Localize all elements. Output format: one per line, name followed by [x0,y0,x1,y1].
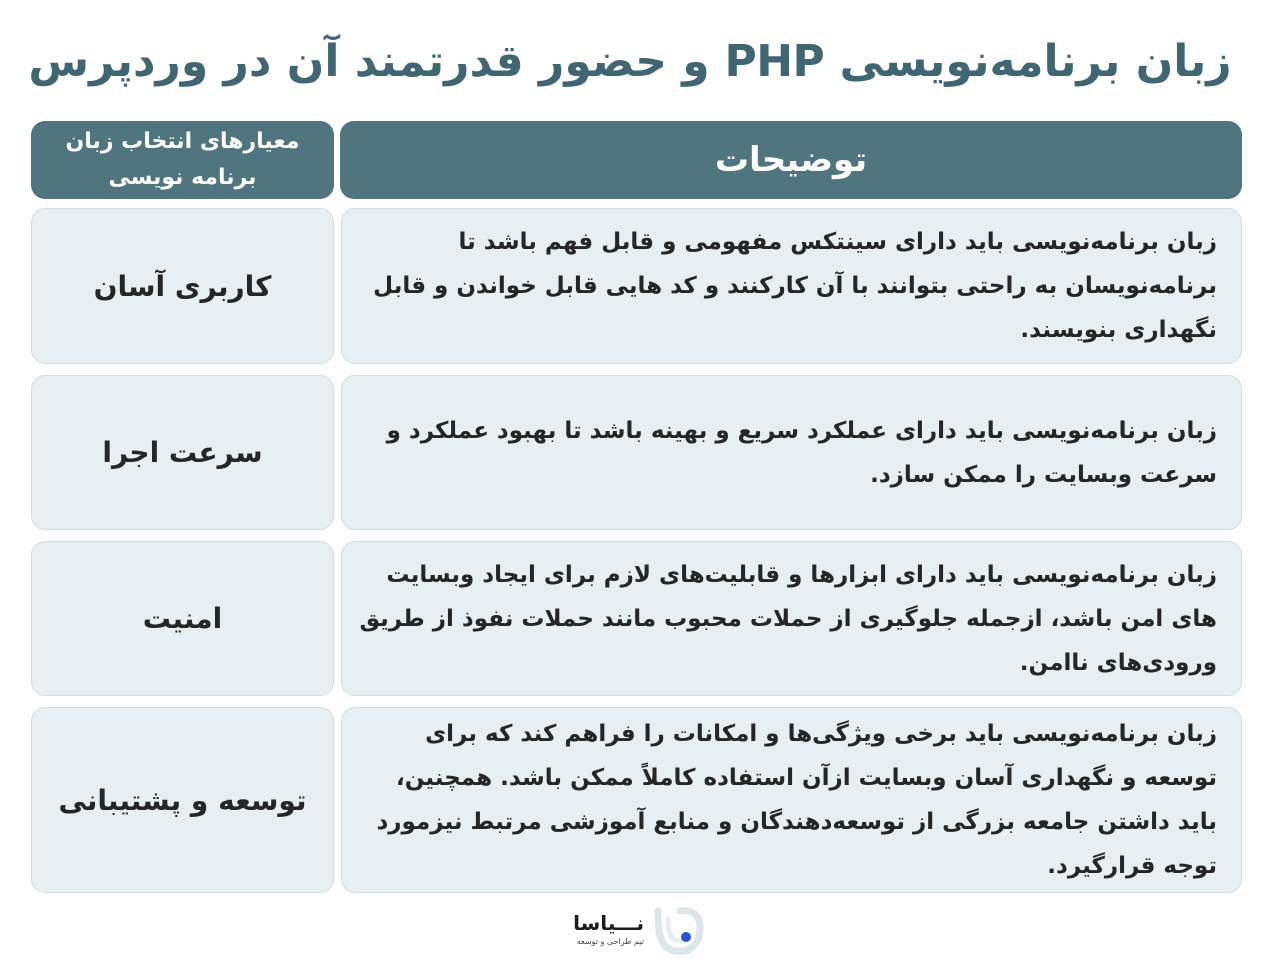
description-column-header: توضیحات [340,121,1242,199]
criterion-cell-development-support: توسعه و پشتیبانی [31,707,334,893]
description-cell-usability [341,208,1242,364]
description-text: زبان برنامه‌نویسی باید دارای عملکرد سریع و بهینه باشد تا بهبود عملکرد و سرعت وبسایت را ممکن سازد. [386,417,1217,488]
criterion-cell-speed: سرعت اجرا [31,375,334,530]
description-cell-speed [341,375,1242,530]
logo-mark-icon [650,905,710,957]
logo-name: نـــیاسا [573,911,644,935]
logo-tagline: تیم طراحی و توسعه [576,937,644,946]
description-text: زبان برنامه‌نویسی باید دارای سینتکس مفهومی و قابل فهم باشد تا برنامه‌نویسان به راحتی بتوانند با آن کارکنند و کد هایی قابل خواندن و قابل نگهداری بنویسند. [373,229,1217,343]
description-text: زبان برنامه‌نویسی باید دارای ابزارها و قابلیت‌های لازم برای ایجاد وبسایت های امن باشد، ازجمله جلوگیری از حملات محبوب مانند حملات نفوذ از طریق ورودی‌های ناامن. [359,561,1217,676]
description-cell-development-support [341,707,1242,893]
description-cell-security [341,541,1242,696]
criteria-column-header: معیارهای انتخاب زبان برنامه نویسی [31,121,334,199]
description-text: زبان برنامه‌نویسی باید برخی ویژگی‌ها و امکانات را فراهم کند که برای توسعه و نگهداری آسان وبسایت ازآن استفاده کاملاً ممکن باشد. همچنین، باید داشتن جامعه بزرگی از توسعه‌دهندگان و منابع آموزشی مرتبط نیزمورد توجه قرارگیرد. [376,721,1217,879]
niasa-logo [566,903,716,959]
criterion-cell-security: امنیت [31,541,334,696]
page-title: زبان برنامه‌نویسی PHP و حضور قدرتمند آن در وردپرس [28,36,1232,87]
criterion-cell-usability: کاربری آسان [31,208,334,364]
